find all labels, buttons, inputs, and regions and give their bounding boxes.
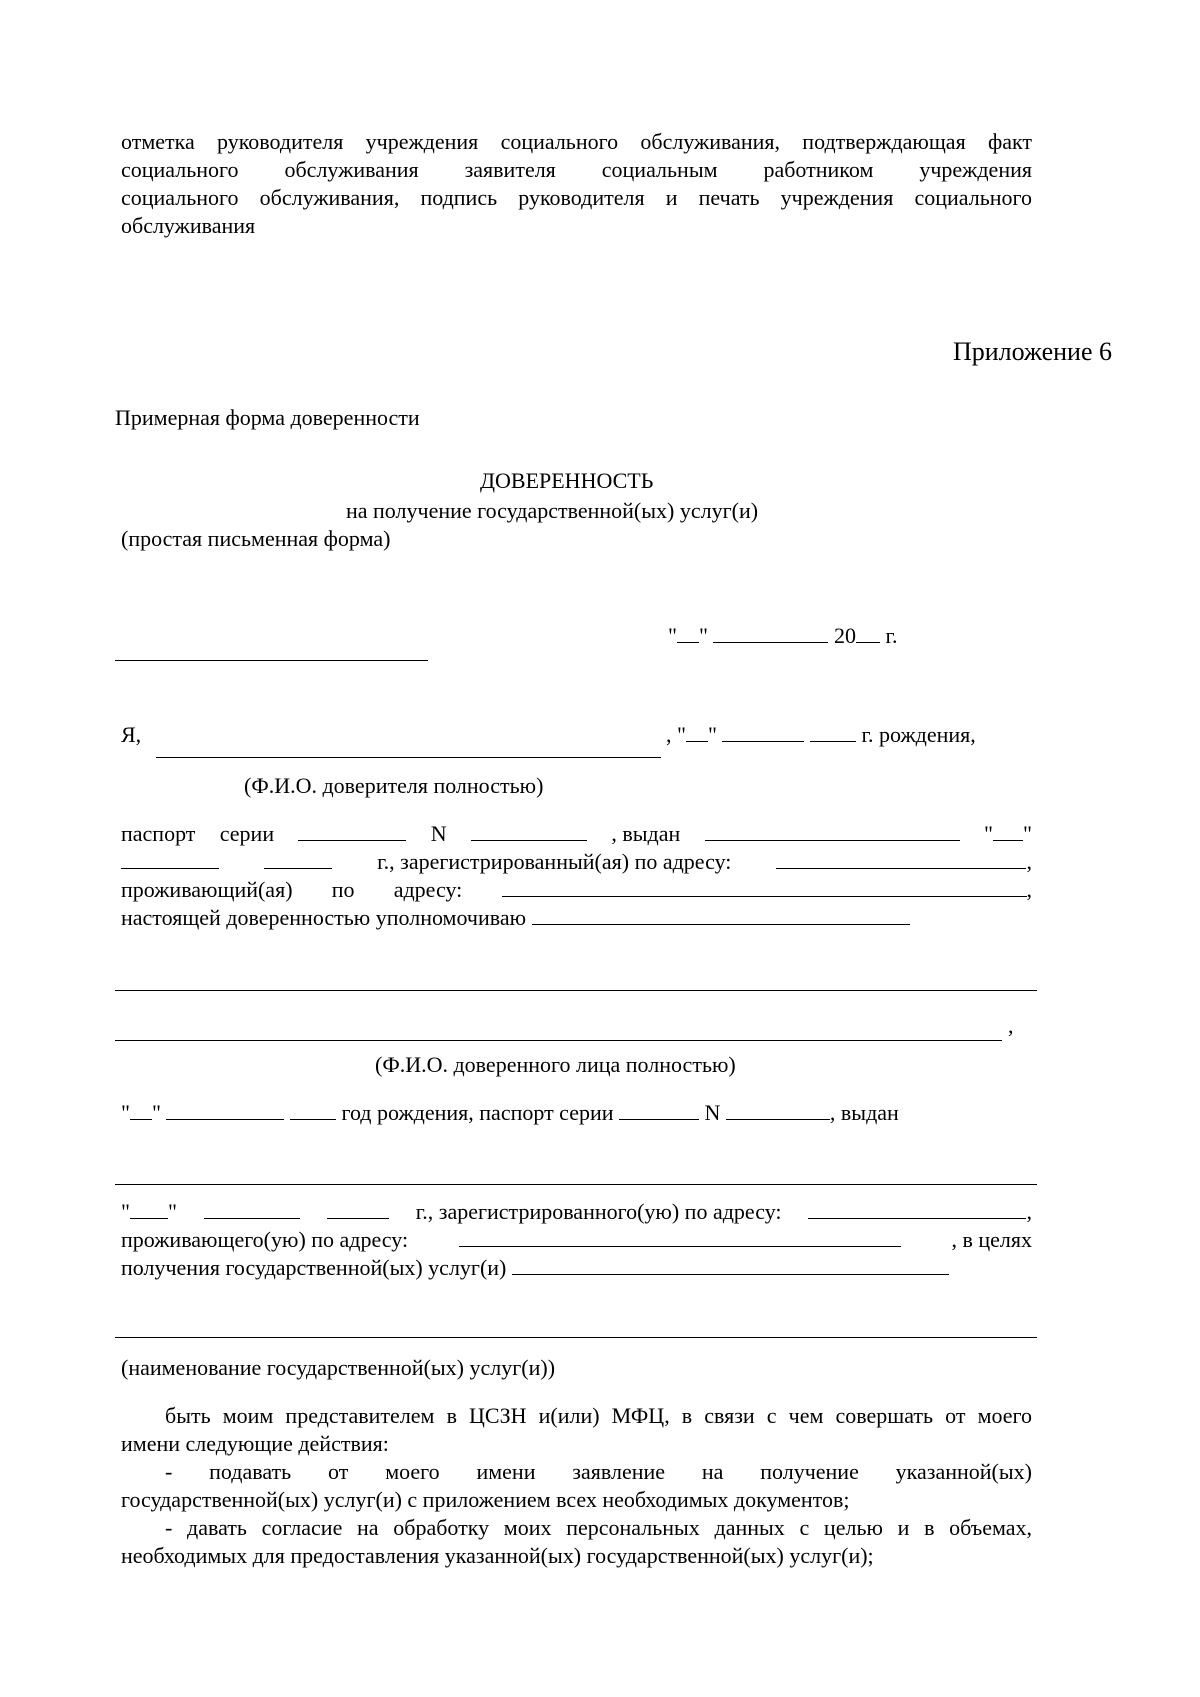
intro-line-4: обслуживания (121, 213, 256, 238)
service-caption: (наименование государственной(ых) услуг(и)) (121, 1355, 556, 1380)
agent-caption: (Ф.И.О. доверенного лица полностью) (375, 1052, 736, 1077)
passport-line: паспорт серии N , выдан " " (121, 821, 1032, 846)
residence-line: проживающий(ая) по адресу: , (121, 877, 1032, 902)
principal-name-rule (156, 757, 661, 758)
intro-line-3: социального обслуживания, подпись руководителя и печать учреждения социального (121, 185, 1032, 210)
registration-line: г., зарегистрированный(ая) по адресу: , (121, 848, 1032, 875)
body-p2-line-2: государственной(ых) услуг(и) с приложением всех необходимых документов; (121, 1487, 850, 1512)
agent-name-rule-1 (115, 990, 1037, 991)
principal-i: Я, (121, 722, 142, 747)
body-p1-line-1: быть моим представителем в ЦСЗН и(или) МФЦ, в связи с чем совершать от моего (165, 1403, 1032, 1428)
document-title: ДОВЕРЕННОСТЬ (480, 468, 654, 493)
place-rule (115, 660, 428, 661)
agent-registration-line: " " г., зарегистрированного(ую) по адресу: , (121, 1199, 1032, 1224)
appendix-label: Приложение 6 (952, 337, 1112, 366)
date-line: " " 20 г. (668, 623, 898, 648)
form-caption: Примерная форма доверенности (115, 405, 420, 430)
agent-birth-line: " " год рождения, паспорт серии N , выдан (121, 1100, 899, 1125)
form-type: (простая письменная форма) (121, 526, 391, 551)
agent-purpose-line: получения государственной(ых) услуг(и) (121, 1254, 949, 1281)
body-p2-line-1: - подавать от моего имени заявление на получение указанной(ых) (165, 1459, 1032, 1484)
principal-birth: , " " г. рождения, (666, 722, 976, 747)
agent-comma: , (1008, 1013, 1014, 1038)
principal-caption: (Ф.И.О. доверителя полностью) (244, 773, 544, 798)
document-subtitle: на получение государственной(ых) услуг(и) (346, 498, 759, 523)
body-p3-line-1: - давать согласие на обработку моих персональных данных с целью и в объемах, (165, 1515, 1032, 1540)
agent-issuer-rule (115, 1184, 1037, 1185)
intro-line-1: отметка руководителя учреждения социального обслуживания, подтверждающая факт (121, 129, 1032, 154)
body-p1-line-2: имени следующие действия: (121, 1431, 389, 1456)
authorize-line: настоящей доверенностью уполномочиваю (121, 904, 910, 931)
body-p3-line-2: необходимых для предоставления указанной(ых) государственной(ых) услуг(и); (121, 1543, 874, 1568)
service-name-rule (115, 1337, 1037, 1338)
agent-name-rule-2 (115, 1040, 1002, 1041)
intro-line-2: социального обслуживания заявителя социальным работником учреждения (121, 157, 1032, 182)
agent-residence-line: проживающего(ую) по адресу: , в целях (121, 1227, 1032, 1252)
